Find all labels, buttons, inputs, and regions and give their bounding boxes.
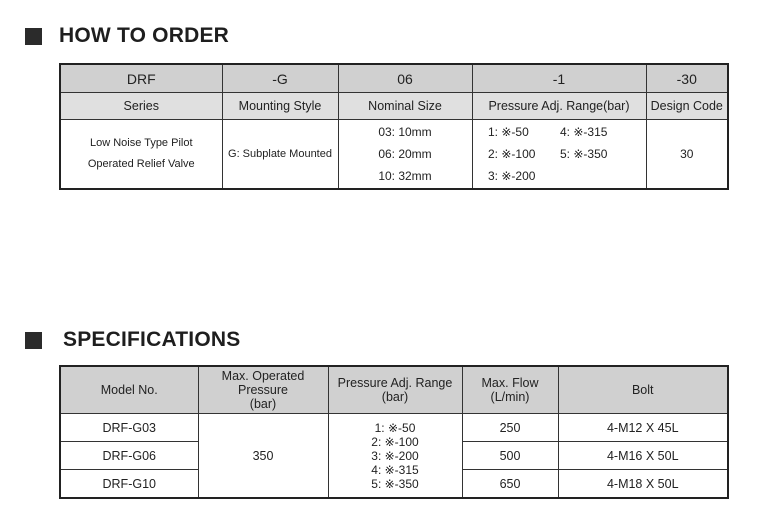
how-to-order-heading (25, 24, 229, 48)
square-bullet-icon (25, 332, 42, 349)
how-to-order-table (59, 63, 729, 190)
pressure-option: 5: ※-350 (560, 147, 608, 161)
bolt-cell: 4-M16 X 50L (558, 442, 728, 470)
pressure-values (472, 120, 646, 190)
pressure-option: 1: ※-50 (488, 125, 529, 139)
series-value (60, 120, 222, 190)
table-row (60, 414, 728, 442)
pressure-option: 3: ※-200 (488, 169, 536, 183)
value-row (60, 120, 728, 190)
pressure-option: 2: ※-100 (488, 147, 536, 161)
specifications-heading (25, 328, 240, 352)
header-flow: Max. Flow (L/min) (462, 366, 558, 414)
bolt-cell: 4-M12 X 45L (558, 414, 728, 442)
design-code-value: 30 (646, 120, 728, 190)
code-row (60, 64, 728, 93)
range-cell (328, 414, 462, 499)
code-design: -30 (646, 64, 728, 93)
pressure-option: 4: ※-315 (560, 125, 608, 139)
range-option: 1: ※-50 (374, 420, 416, 435)
series-line: Low Noise Type Pilot (89, 137, 193, 149)
mounting-value: G: Subplate Mounted (222, 120, 338, 190)
code-series: DRF (60, 64, 222, 93)
size-values (338, 120, 472, 190)
header-range: Pressure Adj. Range (bar) (328, 366, 462, 414)
specifications-table (59, 365, 729, 499)
square-bullet-icon (25, 28, 42, 45)
model-cell: DRF-G06 (60, 442, 198, 470)
header-max-pressure: Max. Operated Pressure (bar) (198, 366, 328, 414)
how-to-order-title: HOW TO ORDER (59, 24, 230, 47)
label-size: Nominal Size (338, 93, 472, 120)
range-option: 3: ※-200 (371, 448, 419, 463)
spec-header-row (60, 366, 728, 414)
range-option: 4: ※-315 (371, 462, 419, 477)
flow-cell: 650 (462, 470, 558, 499)
range-option: 2: ※-100 (371, 434, 419, 449)
specifications-title: SPECIFICATIONS (63, 328, 241, 351)
label-row (60, 93, 728, 120)
model-cell: DRF-G03 (60, 414, 198, 442)
series-line: Operated Relief Valve (87, 158, 195, 170)
max-pressure-cell: 350 (198, 414, 328, 499)
bolt-cell: 4-M18 X 50L (558, 470, 728, 499)
model-cell: DRF-G10 (60, 470, 198, 499)
header-model: Model No. (60, 366, 198, 414)
header-bolt: Bolt (558, 366, 728, 414)
range-option: 5: ※-350 (371, 476, 419, 491)
size-option: 06: 20mm (378, 147, 432, 161)
code-mounting: -G (222, 64, 338, 93)
label-series: Series (60, 93, 222, 120)
label-pressure: Pressure Adj. Range(bar) (472, 93, 646, 120)
size-option: 10: 32mm (378, 169, 432, 183)
label-mounting: Mounting Style (222, 93, 338, 120)
code-size: 06 (338, 64, 472, 93)
flow-cell: 250 (462, 414, 558, 442)
code-pressure: -1 (472, 64, 646, 93)
flow-cell: 500 (462, 442, 558, 470)
label-design: Design Code (646, 93, 728, 120)
size-option: 03: 10mm (378, 125, 432, 139)
